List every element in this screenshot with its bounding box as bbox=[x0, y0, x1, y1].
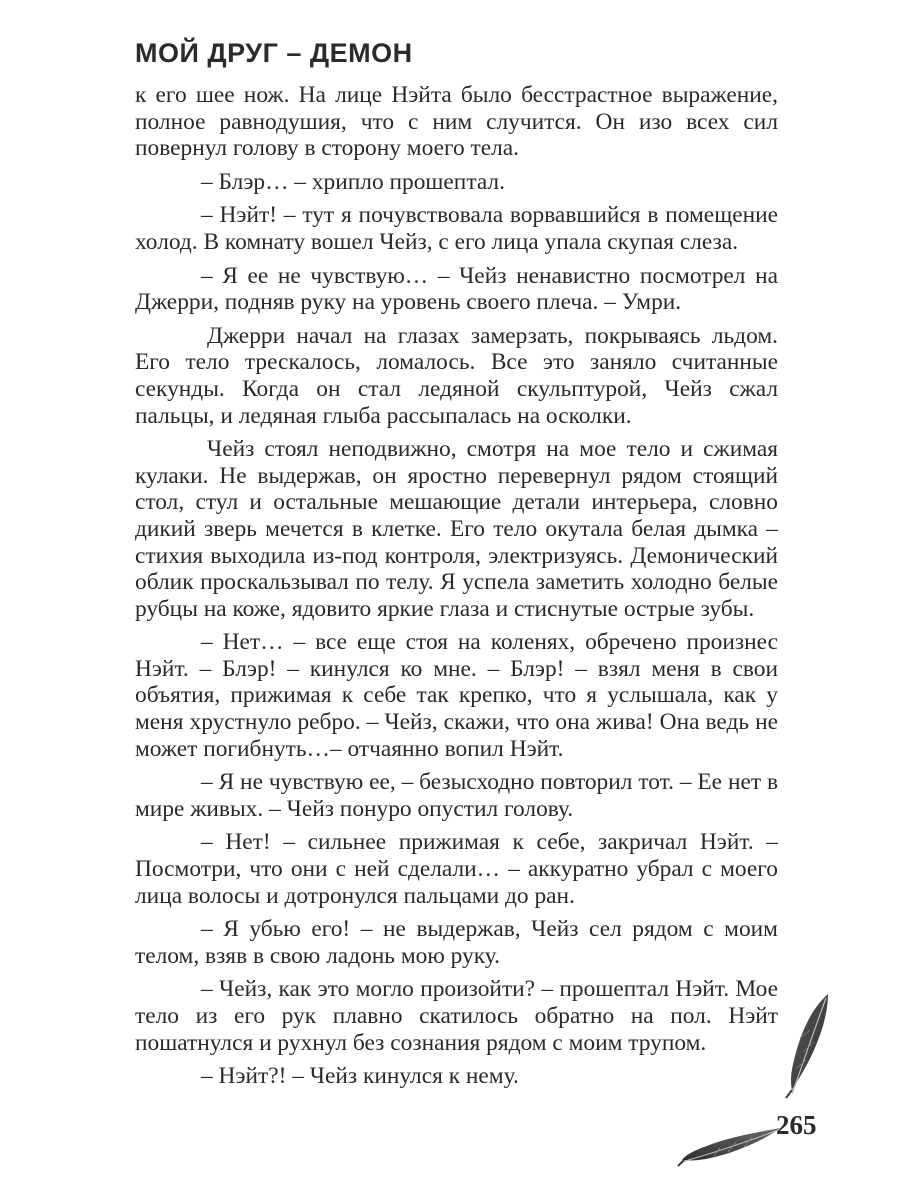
paragraph: – Блэр… – хрипло прошептал. bbox=[201, 168, 505, 195]
feather-icon bbox=[770, 990, 840, 1100]
paragraph: Чейз стоял неподвижно, смотря на мое тело и сжимая кулаки. Не выдержав, он яростно перевернул рядом стоящий стол, стул и остальные мешающие детали интерьера, словно дикий зверь мечется в клетке. Его тело окутала белая дымка – стихия выходила из-под контроля, электризуясь. Демонический облик проскальзывал по телу. Я успела заметить холодно белые рубцы на коже, ядовито яркие глаза и стиснутые острые зубы. bbox=[135, 436, 778, 622]
paragraph: к его шее нож. На лице Нэйта было бесстрастное выражение, полное равнодушия, что с ним случится. Он изо всех сил повернул голову в сторону моего тела. bbox=[135, 82, 778, 162]
paragraph: – Нет! – сильнее прижимая к себе, закричал Нэйт. – Посмотри, что они с ней сделали… – аккуратно убрал с моего лица волосы и дотронулся пальцами до ран. bbox=[135, 829, 778, 909]
paragraph: – Я ее не чувствую… – Чейз ненавистно посмотрел на Джерри, подняв руку на уровень своего плеча. – Умри. bbox=[135, 262, 778, 316]
paragraph: – Я убью его! – не выдержав, Чейз сел рядом с моим телом, взяв в свою ладонь мою руку. bbox=[135, 916, 778, 969]
running-header: МОЙ ДРУГ – ДЕМОН bbox=[135, 38, 413, 68]
body-text bbox=[135, 82, 778, 1097]
paragraph: – Нет… – все еще стоя на коленях, обречено произнес Нэйт. – Блэр! – кинулся ко мне. – Блэр! – взял меня в свои объятия, прижимая к себе так крепко, что я услышала, как у меня хрустнуло ребро. – Чейз, скажи, что она жива! Она ведь не может погибнуть…– отчаянно вопил Нэйт. bbox=[135, 629, 778, 762]
feather-icon bbox=[676, 1120, 786, 1170]
page-number: 265 bbox=[776, 1110, 817, 1140]
paragraph: Джерри начал на глазах замерзать, покрываясь льдом. Его тело трескалось, ломалось. Все это заняло считанные секунды. Когда он стал ледяной скульптурой, Чейз сжал пальцы, и ледяная глыба рассыпалась на осколки. bbox=[135, 322, 778, 429]
paragraph: – Я не чувствую ее, – безысходно повторил тот. – Ее нет в мире живых. – Чейз понуро опустил голову. bbox=[135, 769, 778, 822]
paragraph: – Нэйт?! – Чейз кинулся к нему. bbox=[201, 1063, 519, 1090]
paragraph: – Чейз, как это могло произойти? – прошептал Нэйт. Мое тело из его рук плавно скатилось обратно на пол. Нэйт пошатнулся и рухнул без сознания рядом с моим трупом. bbox=[135, 976, 778, 1056]
paragraph: – Нэйт! – тут я почувствовала ворвавшийся в помещение холод. В комнату вошел Чейз, с его лица упала скупая слеза. bbox=[135, 202, 778, 255]
